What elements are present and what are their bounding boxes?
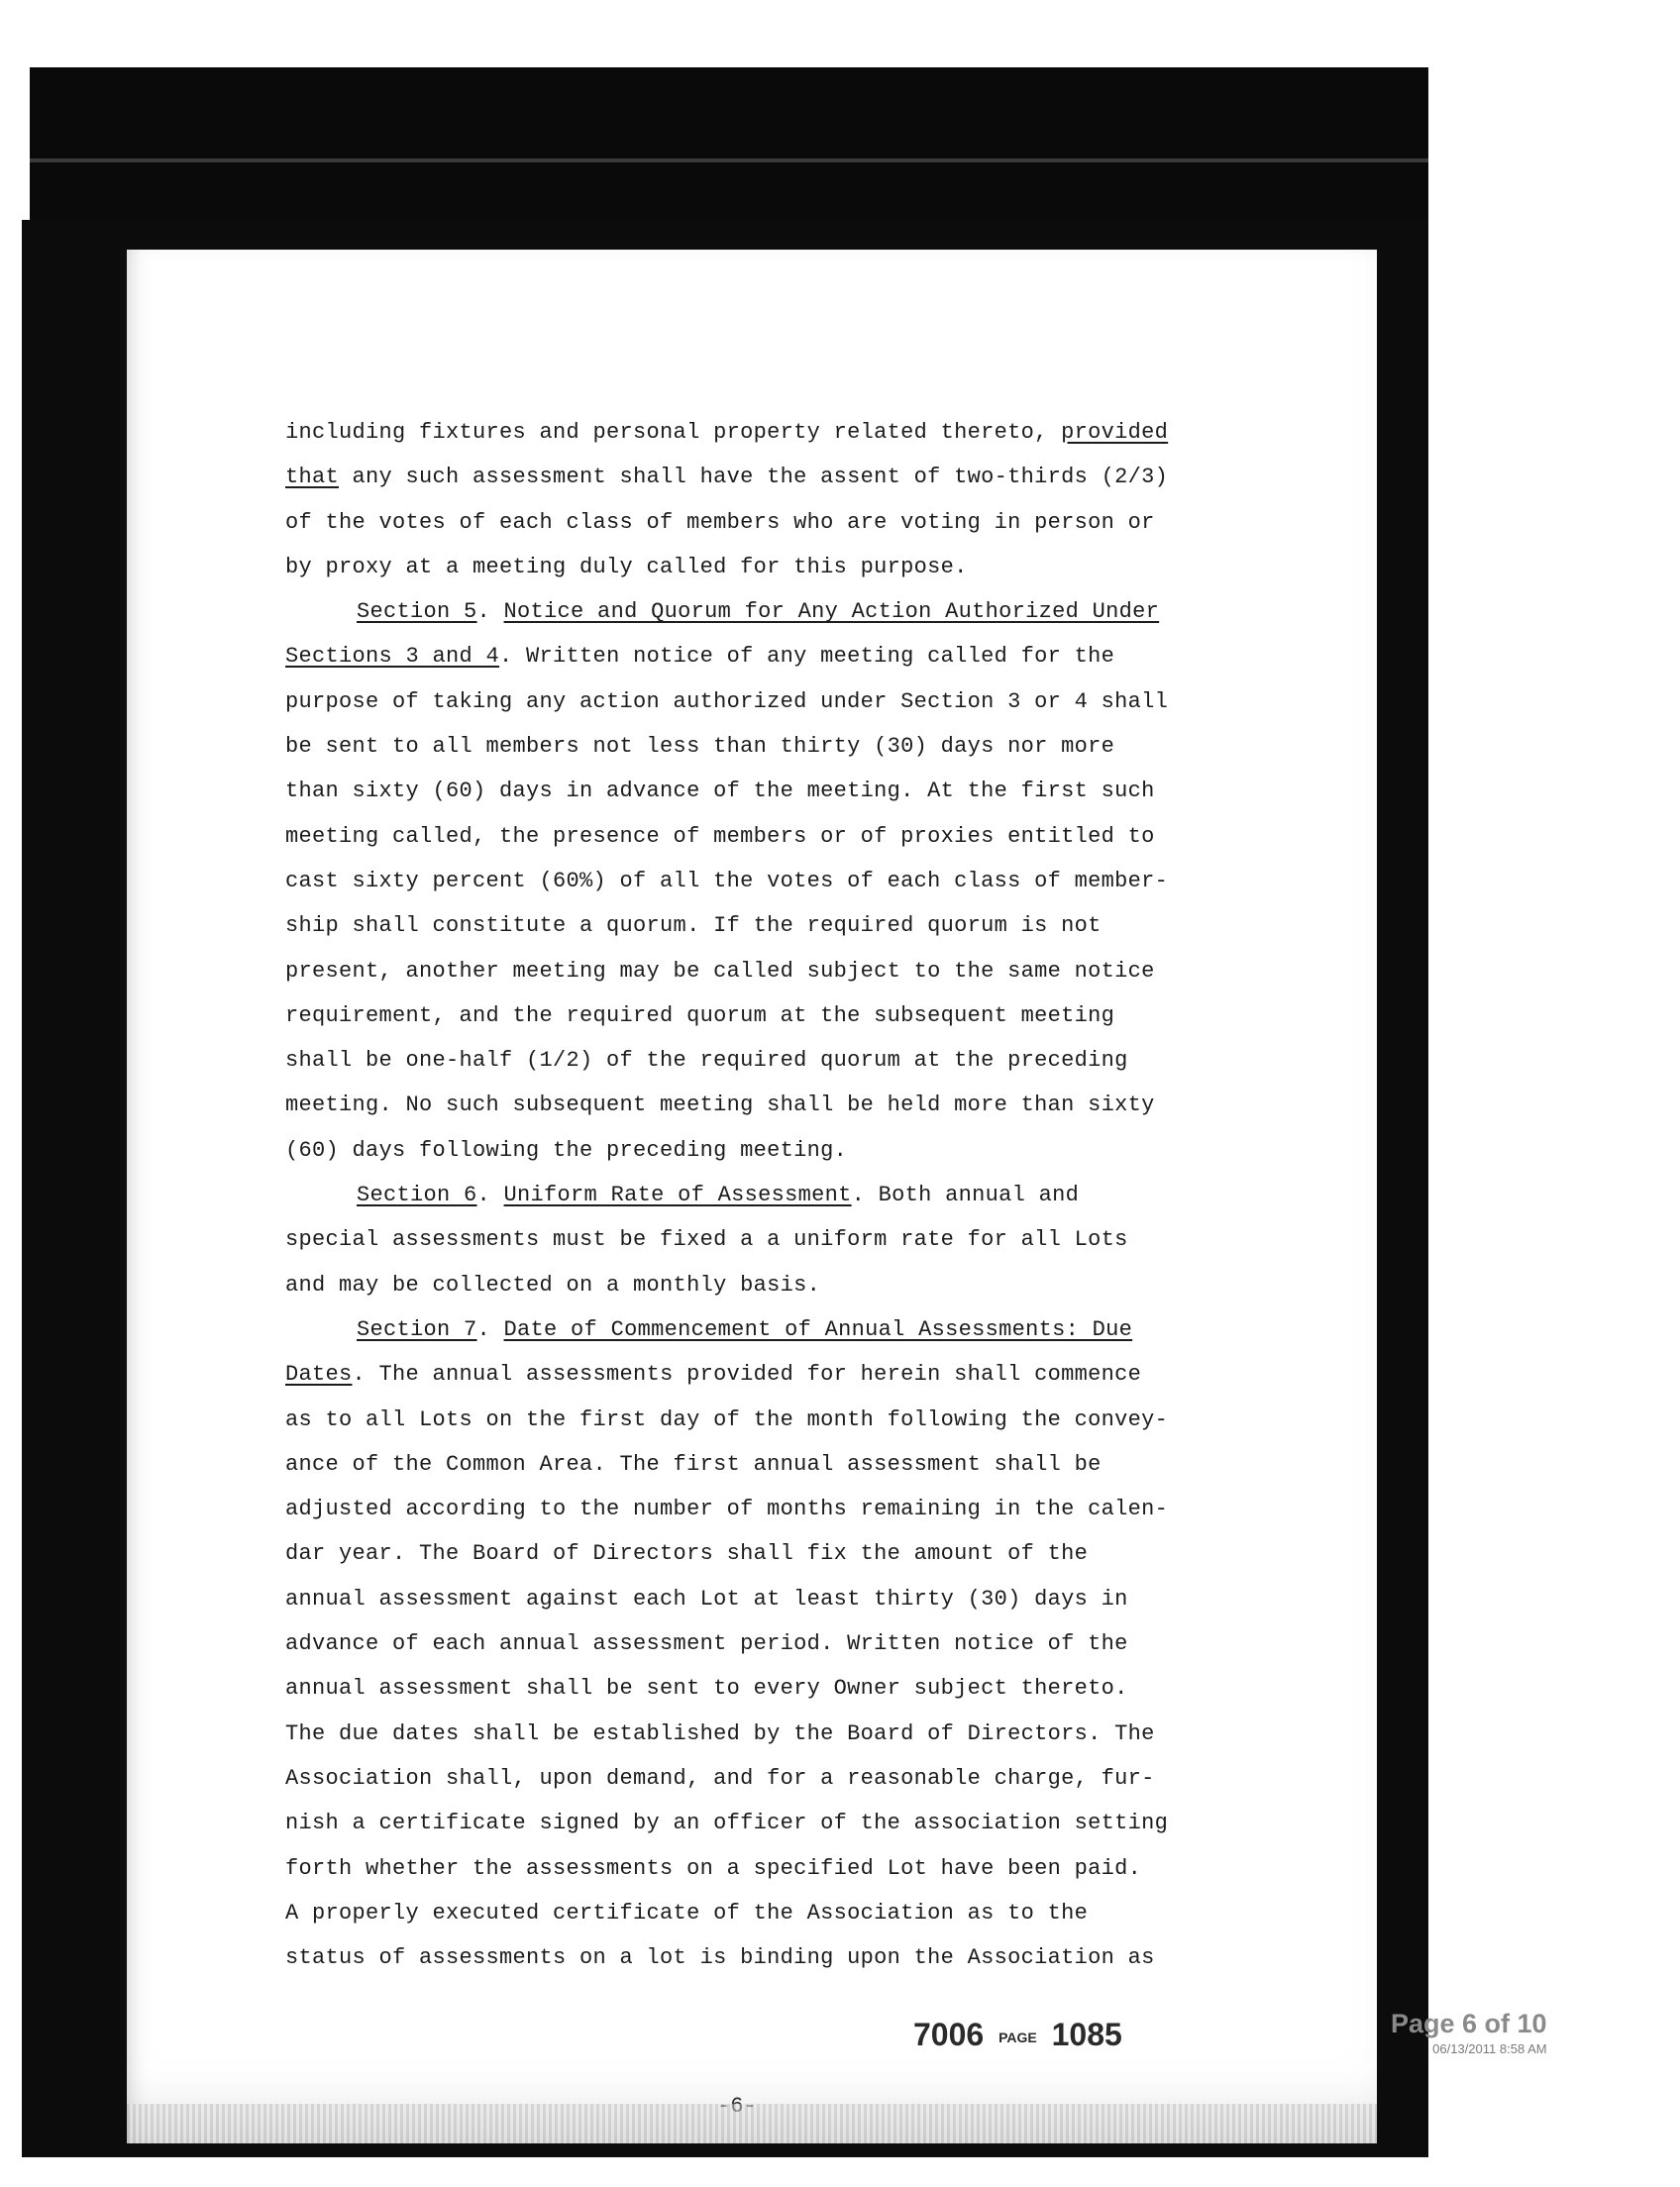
- text-line: [285, 1398, 1276, 1442]
- print-timestamp: 06/13/2011 8:58 AM: [1432, 2041, 1547, 2056]
- text-line: [285, 1935, 1276, 1980]
- text-line: [285, 1307, 1276, 1352]
- text-run: present, another meeting may be called subject to the same notice: [285, 958, 1155, 984]
- underlined-text: Section 6: [357, 1183, 477, 1208]
- text-run: any such assessment shall have the assent of two-thirds (2/3): [339, 465, 1169, 490]
- text-run: annual assessment shall be sent to every Owner subject thereto.: [285, 1676, 1128, 1702]
- text-line: [285, 455, 1276, 499]
- text-line: [285, 1487, 1276, 1531]
- recorded-page-number: 1085: [1051, 2017, 1122, 2052]
- text-line: [285, 1666, 1276, 1711]
- underlined-text: Sections 3 and 4: [285, 644, 500, 670]
- text-line: [285, 1128, 1276, 1173]
- text-line: [285, 1846, 1276, 1891]
- text-run: . Both annual and: [851, 1183, 1080, 1208]
- underlined-text: Notice and Quorum for Any Action Authorized Under: [503, 599, 1160, 625]
- text-run: annual assessment against each Lot at least thirty (30) days in: [285, 1586, 1128, 1612]
- text-run: cast sixty percent (60%) of all the votes of each class of member-: [285, 868, 1169, 893]
- text-line: [285, 769, 1276, 813]
- underlined-text: that: [285, 465, 340, 490]
- scan-top-band: [30, 67, 1428, 221]
- text-line: [285, 1442, 1276, 1487]
- text-run: ship shall constitute a quorum. If the required quorum is not: [285, 913, 1102, 939]
- text-line: [285, 1577, 1276, 1621]
- underlined-text: provided: [1061, 420, 1169, 445]
- text-line: [285, 1891, 1276, 1935]
- text-line: [285, 1263, 1276, 1307]
- text-run: by proxy at a meeting duly called for this purpose.: [285, 554, 968, 579]
- text-run: Association shall, upon demand, and for a reasonable charge, fur-: [285, 1765, 1155, 1791]
- text-line: [285, 679, 1276, 724]
- text-line: [285, 1083, 1276, 1127]
- text-run: . The annual assessments provided for herein shall commence: [352, 1362, 1142, 1388]
- document-page: [127, 250, 1377, 2143]
- text-line: [285, 903, 1276, 948]
- text-line: [285, 1173, 1276, 1217]
- text-run: . Written notice of any meeting called for the: [499, 644, 1115, 670]
- text-line: [285, 1217, 1276, 1262]
- viewer-page-indicator: [1391, 2009, 1547, 2056]
- text-run: and may be collected on a monthly basis.: [285, 1272, 821, 1298]
- text-run: ance of the Common Area. The first annual assessment shall be: [285, 1451, 1102, 1477]
- text-run: nish a certificate signed by an officer of the association setting: [285, 1811, 1169, 1836]
- text-run: requirement, and the required quorum at the subsequent meeting: [285, 1002, 1115, 1028]
- text-run: advance of each annual assessment period. Written notice of the: [285, 1631, 1128, 1657]
- scanned-page-frame: [22, 220, 1428, 2157]
- text-run: meeting called, the presence of members or of proxies entitled to: [285, 823, 1155, 849]
- book-number: 7006: [913, 2017, 985, 2052]
- text-line: [285, 1038, 1276, 1083]
- text-run: shall be one-half (1/2) of the required quorum at the preceding: [285, 1048, 1128, 1074]
- text-run: status of assessments on a lot is binding upon the Association as: [285, 1945, 1155, 1971]
- text-line: [285, 1801, 1276, 1845]
- text-run: meeting. No such subsequent meeting shall be held more than sixty: [285, 1093, 1155, 1118]
- text-run: special assessments must be fixed a a uniform rate for all Lots: [285, 1227, 1128, 1253]
- text-run: dar year. The Board of Directors shall fix the amount of the: [285, 1541, 1089, 1567]
- text-run: A properly executed certificate of the Association as to the: [285, 1900, 1089, 1926]
- text-run: as to all Lots on the first day of the month following the convey-: [285, 1406, 1169, 1432]
- text-line: [285, 589, 1276, 634]
- underlined-text: Section 5: [357, 599, 477, 625]
- text-line: [285, 814, 1276, 859]
- text-line: [285, 1621, 1276, 1666]
- text-run: be sent to all members not less than thirty (30) days nor more: [285, 734, 1115, 760]
- text-run: purpose of taking any action authorized under Section 3 or 4 shall: [285, 688, 1169, 714]
- text-run: including fixtures and personal property related thereto,: [285, 420, 1062, 445]
- underlined-text: Uniform Rate of Assessment: [503, 1183, 852, 1208]
- text-run: forth whether the assessments on a specified Lot have been paid.: [285, 1855, 1142, 1881]
- book-page-stamp: [913, 2017, 1122, 2053]
- book-page-label: PAGE: [998, 2029, 1037, 2045]
- text-line: [285, 1756, 1276, 1801]
- text-line: [285, 500, 1276, 545]
- text-line: [285, 410, 1276, 455]
- text-run: (60) days following the preceding meeting.: [285, 1137, 848, 1163]
- underlined-text: Date of Commencement of Annual Assessments: Due: [503, 1316, 1133, 1342]
- text-run: .: [476, 1316, 504, 1342]
- underlined-text: Section 7: [357, 1316, 477, 1342]
- text-run: .: [476, 599, 504, 625]
- text-line: [285, 1712, 1276, 1756]
- text-run: than sixty (60) days in advance of the meeting. At the first such: [285, 779, 1155, 804]
- text-run: The due dates shall be established by the Board of Directors. The: [285, 1720, 1155, 1746]
- text-run: adjusted according to the number of months remaining in the calen-: [285, 1497, 1169, 1522]
- text-line: [285, 1352, 1276, 1397]
- text-line: [285, 724, 1276, 769]
- text-line: [285, 993, 1276, 1038]
- page-of-total: Page 6 of 10: [1391, 2009, 1547, 2038]
- text-line: [285, 1531, 1276, 1576]
- scan-seam: [30, 158, 1428, 162]
- text-run: of the votes of each class of members who are voting in person or: [285, 509, 1155, 535]
- document-body: [285, 410, 1276, 1980]
- text-line: [285, 634, 1276, 678]
- text-line: [285, 949, 1276, 993]
- text-line: [285, 859, 1276, 903]
- text-line: [285, 545, 1276, 589]
- underlined-text: Dates: [285, 1362, 353, 1388]
- text-run: .: [476, 1183, 504, 1208]
- scan-noise-strip: [127, 2104, 1377, 2143]
